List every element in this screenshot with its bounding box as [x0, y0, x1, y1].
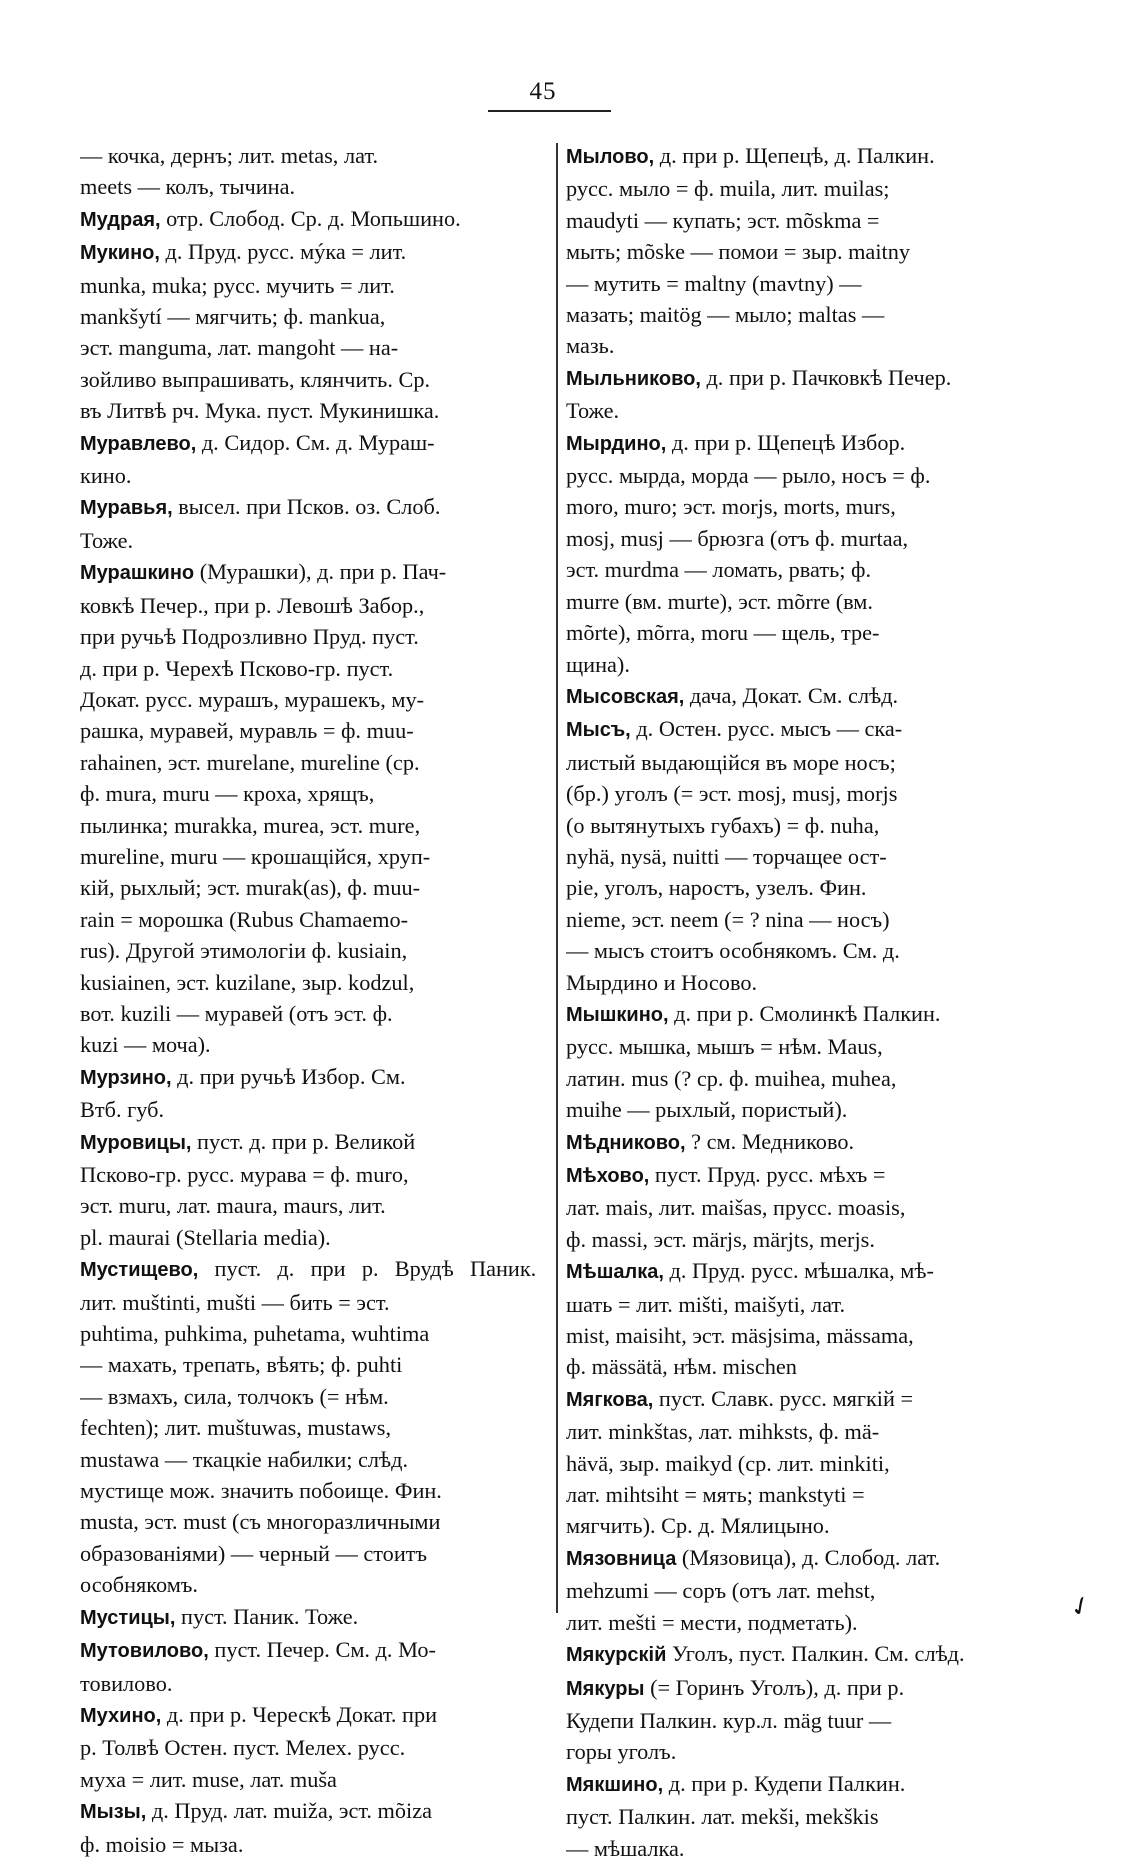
entry-text: puhtima, puhkima, puhetama, wuhtima	[80, 1321, 430, 1347]
entry-text: mosj, musj — брюзга (отъ ф. murtaa,	[566, 525, 909, 551]
text-line	[80, 364, 536, 395]
text-line	[566, 140, 1041, 173]
entry-text: лит. minkštas, лат. mihksts, ф. mä-	[566, 1419, 880, 1445]
text-line	[566, 935, 1041, 966]
text-line	[566, 1094, 1041, 1125]
entry-text: шать = лит. mišti, maišyti, лат.	[566, 1291, 846, 1317]
text-line	[80, 998, 536, 1029]
text-line	[566, 1383, 1041, 1416]
text-line	[80, 1318, 536, 1349]
text-line	[566, 205, 1041, 236]
text-line	[80, 1538, 536, 1569]
entry-text: (о вытянутыхъ губахъ) = ф. nuha,	[566, 812, 880, 838]
text-line	[566, 617, 1041, 648]
text-line	[80, 395, 536, 426]
entry-text: Тоже.	[80, 527, 134, 553]
text-line	[566, 586, 1041, 617]
entry-text: горы уголъ.	[566, 1739, 677, 1765]
text-line	[80, 1444, 536, 1475]
text-line	[80, 747, 536, 778]
text-line	[80, 1094, 536, 1125]
text-line	[566, 1736, 1041, 1767]
text-line	[566, 491, 1041, 522]
entry-text: пуст. Палкин. лат. mekši, mekškis	[566, 1804, 879, 1830]
entry-text: лат. mihtsiht = мять; mankstyti =	[566, 1482, 865, 1508]
entry-headword: Мякуры	[566, 1677, 645, 1700]
entry-text: Псково-гр. русс. мурава = ф. muro,	[80, 1162, 409, 1187]
entry-text: hävä, зыр. maikyd (ср. лит. minkiti,	[566, 1450, 890, 1476]
entry-text: мустище мож. значить побоище. Фин.	[80, 1478, 442, 1504]
entry-text: листый выдающійся въ море носъ;	[566, 749, 896, 775]
entry-text: ковкѣ Печер., при р. Левошѣ Забор.,	[80, 592, 425, 618]
entry-text: fechten); лит. muštuwas, mustaws,	[80, 1415, 392, 1441]
entry-text: mustawa — ткацкіе набилки; слѣд.	[80, 1446, 409, 1472]
entry-headword: Мутовилово,	[80, 1640, 209, 1663]
entry-text: пуст. д. при р. Врудѣ Паник.	[198, 1256, 536, 1282]
entry-text: пуст. Славк. русс. мягкій =	[653, 1385, 914, 1411]
entry-text: кино.	[80, 463, 132, 489]
text-line	[566, 1351, 1041, 1382]
page-number: 45	[529, 78, 557, 105]
text-line	[566, 810, 1041, 841]
entry-headword: Мухино,	[80, 1704, 162, 1727]
entry-text: эст. muru, лат. maura, maurs, лит.	[80, 1193, 386, 1219]
entry-headword: Муровицы,	[80, 1131, 192, 1154]
entry-text: образованіями) — черный — стоитъ	[80, 1540, 428, 1566]
entry-headword: Мягкова,	[566, 1388, 654, 1411]
text-line	[566, 1801, 1041, 1832]
text-line	[566, 1126, 1041, 1159]
entry-text: rus). Другой этимологіи ф. kusiain,	[80, 938, 408, 964]
entry-text: д. Пруд. русс. мѣшалка, мѣ-	[663, 1258, 934, 1284]
entry-text: зойливо выпрашивать, клянчить. Ср.	[80, 366, 431, 392]
text-line	[566, 523, 1041, 554]
entry-text: пуст. Печер. См. д. Мо-	[208, 1637, 436, 1663]
entry-text: русс. мыло = ф. muila, лит. muilas;	[566, 176, 890, 202]
text-line	[566, 967, 1041, 998]
entry-text: пылинка; murakka, murea, эст. mure,	[80, 812, 421, 838]
entry-text: Втб. губ.	[80, 1097, 165, 1123]
entry-text: пуст. Паник. Тоже.	[175, 1603, 359, 1629]
text-line	[80, 1506, 536, 1537]
text-line	[80, 590, 536, 621]
entry-text: rain = морошка (Rubus Chamaemo-	[80, 906, 409, 932]
entry-text: kuzi — моча).	[80, 1032, 211, 1058]
text-line	[566, 1479, 1041, 1510]
text-line	[80, 1381, 536, 1412]
entry-text: maudyti — купать; эст. mõskma =	[566, 207, 880, 233]
text-line	[80, 1412, 536, 1443]
text-line	[80, 1699, 536, 1732]
entry-text: д. при р. Щепецѣ Избор.	[666, 429, 906, 455]
text-line	[566, 1575, 1041, 1606]
entry-text: д. при р. Смолинкѣ Палкин.	[668, 1000, 941, 1026]
entry-text: — взмахъ, сила, толчокъ (= нѣм.	[80, 1383, 389, 1409]
text-line	[80, 1732, 536, 1763]
text-line	[80, 1253, 536, 1286]
text-line	[566, 1768, 1041, 1801]
entry-headword: Мязовница	[566, 1547, 677, 1570]
text-line	[566, 1833, 1041, 1864]
entry-text: лит. mešti = мести, подметать).	[566, 1609, 858, 1635]
entry-text: д. при р. Пачковкѣ Печер.	[700, 364, 952, 390]
entry-headword: Мышкино,	[566, 1003, 669, 1026]
entry-text: murre (вм. murte), эст. mõrre (вм.	[566, 588, 873, 614]
entry-text: ф. massi, эст. märjs, märjts, merjs.	[566, 1226, 875, 1252]
right-column	[566, 140, 1041, 1864]
entry-text: вот. kuzili — муравей (отъ эст. ф.	[80, 1000, 393, 1026]
entry-text: kusiainen, эст. kuzilane, зыр. kodzul,	[80, 969, 415, 995]
page-number-rule	[488, 110, 611, 112]
text-line	[566, 395, 1041, 426]
text-line	[566, 680, 1041, 713]
text-line	[566, 904, 1041, 935]
text-line	[566, 1192, 1041, 1223]
text-line	[80, 653, 536, 684]
entry-text: мазь.	[566, 333, 615, 359]
entry-text: особнякомъ.	[80, 1572, 198, 1598]
entry-text: д. при р. Черехѣ Псково-гр. пуст.	[80, 655, 394, 681]
text-line	[566, 1672, 1041, 1705]
text-line	[80, 935, 536, 966]
pencil-mark-icon: ✓	[1064, 1588, 1098, 1626]
left-column	[80, 140, 536, 1860]
text-line	[80, 967, 536, 998]
entry-text: Мырдино и Носово.	[566, 969, 758, 995]
text-line	[566, 554, 1041, 585]
entry-headword: Мукино,	[80, 242, 160, 265]
text-line	[80, 684, 536, 715]
text-line	[80, 715, 536, 746]
text-line	[80, 140, 536, 171]
text-line	[566, 460, 1041, 491]
entry-text: munka, muka; русс. мучить = лит.	[80, 272, 395, 298]
text-line	[80, 460, 536, 491]
text-line	[80, 525, 536, 556]
entry-text: муха = лит. muse, лат. muša	[80, 1766, 337, 1792]
entry-text: ф. moisio = мыза.	[80, 1831, 244, 1857]
entry-text: Докат. русс. мурашъ, мурашекъ, му-	[80, 686, 425, 712]
entry-headword: Муравья,	[80, 497, 173, 520]
entry-text: ріе, уголъ, наростъ, узелъ. Фин.	[566, 875, 867, 901]
text-line	[80, 872, 536, 903]
entry-headword: Мѣдниково,	[566, 1131, 686, 1154]
text-line	[566, 1638, 1041, 1671]
text-line	[80, 1795, 536, 1828]
text-line	[566, 236, 1041, 267]
entry-headword: Мыльниково,	[566, 367, 701, 390]
text-line	[566, 427, 1041, 460]
text-line	[566, 268, 1041, 299]
entry-headword: Мустицы,	[80, 1606, 176, 1629]
entry-text: въ Литвѣ рч. Мука. пуст. Мукинишка.	[80, 398, 440, 424]
entry-text: рашка, муравей, муравль = ф. muu-	[80, 718, 414, 744]
text-line	[566, 1510, 1041, 1541]
entry-text: (бр.) уголъ (= эст. mosj, musj, morjs	[566, 781, 898, 807]
entry-text: д. Пруд. лат. muiža, эст. mõiza	[146, 1798, 433, 1824]
entry-headword: Мысъ,	[566, 719, 631, 742]
entry-text: мазать; maitög — мыло; maltas —	[566, 302, 885, 328]
entry-text: русс. мырда, морда — рыло, носъ = ф.	[566, 463, 931, 489]
text-line	[566, 1159, 1041, 1192]
entry-text: meets — колъ, тычина.	[80, 174, 296, 200]
text-line	[80, 556, 536, 589]
text-line	[80, 332, 536, 363]
entry-text: высел. при Псков. оз. Слоб.	[172, 494, 441, 520]
text-line	[566, 1255, 1041, 1288]
text-line	[566, 778, 1041, 809]
text-line	[80, 1061, 536, 1094]
entry-text: мягчить). Ср. д. Мялицыно.	[566, 1513, 830, 1539]
entry-headword: Мѣхово,	[566, 1165, 650, 1187]
entry-text: musta, эст. must (съ многоразличными	[80, 1509, 441, 1535]
text-line	[566, 330, 1041, 361]
text-line	[566, 747, 1041, 778]
text-line	[566, 299, 1041, 330]
entry-text: — мутить = maltny (mavtny) —	[566, 270, 862, 296]
entry-text: ф. mura, muru — кроха, хрящъ,	[80, 781, 375, 807]
text-line	[566, 1448, 1041, 1479]
text-line	[566, 1289, 1041, 1320]
entry-text: при ручьѣ Подрозливно Пруд. пуст.	[80, 624, 419, 650]
entry-text: пуст. Пруд. русс. мѣхъ =	[649, 1162, 886, 1187]
text-line	[80, 203, 536, 236]
text-line	[566, 1705, 1041, 1736]
entry-text: д. Пруд. русс. мýка = лит.	[159, 239, 407, 265]
text-line	[80, 778, 536, 809]
entry-headword: Мякшино,	[566, 1773, 664, 1796]
entry-text: лат. mais, лит. maišas, прусс. moasis,	[566, 1195, 906, 1221]
text-line	[80, 301, 536, 332]
entry-text: р. Толвѣ Остен. пуст. Мелех. русс.	[80, 1735, 406, 1761]
entry-text: дача, Докат. См. слѣд.	[684, 682, 899, 708]
text-line	[80, 1126, 536, 1159]
entry-text: mureline, muru — крошащійся, хруп-	[80, 843, 431, 869]
entry-text: лит. muštinti, mušti — бить = эст.	[80, 1289, 390, 1315]
text-line	[80, 904, 536, 935]
text-line	[80, 1668, 536, 1699]
entry-text: mist, maisiht, эст. mäsjsima, mässama,	[566, 1323, 914, 1349]
entry-headword: Мылово,	[566, 146, 655, 168]
entry-text: отр. Слобод. Ср. д. Мопьшино.	[160, 205, 461, 231]
text-line	[566, 173, 1041, 204]
entry-text: русс. мышка, мышъ = нѣм. Maus,	[566, 1034, 883, 1060]
text-line	[566, 1063, 1041, 1094]
entry-text: mõrte), mõrra, moru — щель, тре-	[566, 620, 880, 646]
entry-text: rahainen, эст. murelane, mureline (ср.	[80, 749, 420, 775]
entry-text: — мысъ стоитъ особнякомъ. См. д.	[566, 938, 900, 964]
text-line	[80, 841, 536, 872]
entry-text: pl. maurai (Stellaria media).	[80, 1224, 331, 1250]
text-line	[80, 1349, 536, 1380]
text-line	[80, 810, 536, 841]
text-line	[566, 998, 1041, 1031]
entry-text: д. при р. Щепецѣ, д. Палкин.	[654, 143, 935, 168]
entry-text: щина).	[566, 651, 630, 677]
entry-text: muihe — рыхлый, пористый).	[566, 1097, 848, 1123]
entry-text: nieme, эст. neem (= ? nina — носъ)	[566, 906, 890, 932]
entry-headword: Муравлево,	[80, 432, 197, 455]
entry-text: ? см. Медниково.	[685, 1128, 855, 1154]
text-line	[566, 1542, 1041, 1575]
entry-text: — махать, трепать, вѣять; ф. puhti	[80, 1352, 403, 1378]
entry-text: мыть; mõske — помои = зыр. maitny	[566, 239, 911, 265]
entry-text: кій, рыхлый; эст. murak(as), ф. muu-	[80, 875, 421, 901]
entry-text: moro, muro; эст. morjs, morts, murs,	[566, 494, 896, 520]
entry-headword: Мурашкино	[80, 562, 195, 585]
entry-text: (Мязовица), д. Слобод. лат.	[676, 1544, 941, 1570]
text-line	[80, 1475, 536, 1506]
entry-headword: Мустищево,	[80, 1259, 199, 1282]
entry-text: д. при ручьѣ Избор. См.	[171, 1063, 406, 1089]
text-line	[80, 1569, 536, 1600]
text-line	[566, 713, 1041, 746]
entry-headword: Мызы,	[80, 1801, 147, 1824]
entry-headword: Мурзино,	[80, 1066, 172, 1089]
text-line	[80, 1222, 536, 1253]
entry-text: mehzumi — соръ (отъ лат. mehst,	[566, 1578, 876, 1604]
text-line	[566, 841, 1041, 872]
text-line	[566, 1031, 1041, 1062]
entry-text: Кудепи Палкин. кур.л. mäg tuur —	[566, 1707, 892, 1733]
entry-text: Уголъ, пуст. Палкин. См. слѣд.	[666, 1641, 965, 1667]
entry-text: (= Горинъ Уголъ), д. при р.	[644, 1674, 905, 1700]
text-line	[80, 1190, 536, 1221]
text-line	[566, 872, 1041, 903]
entry-text: mankšytí — мягчить; ф. mankua,	[80, 304, 386, 330]
entry-text: д. при р. Кудепи Палкин.	[663, 1770, 906, 1796]
text-line	[566, 362, 1041, 395]
text-line	[566, 649, 1041, 680]
entry-text: эст. manguma, лат. mangoht — на-	[80, 335, 399, 361]
text-line	[566, 1416, 1041, 1447]
entry-text: д. при р. Черескѣ Докат. при	[161, 1701, 438, 1727]
text-line	[80, 427, 536, 460]
text-line	[80, 1029, 536, 1060]
entry-headword: Мякурскій	[566, 1644, 667, 1667]
text-line	[80, 270, 536, 301]
entry-text: Тоже.	[566, 398, 620, 424]
text-line	[80, 1287, 536, 1318]
entry-text: — мѣшалка.	[566, 1835, 685, 1861]
text-line	[80, 1601, 536, 1634]
text-line	[80, 1634, 536, 1667]
entry-headword: Мудрая,	[80, 208, 161, 231]
text-line	[566, 1607, 1041, 1638]
text-line	[80, 236, 536, 269]
text-line	[80, 1829, 536, 1860]
entry-text: товилово.	[80, 1670, 173, 1696]
text-line	[566, 1224, 1041, 1255]
entry-text: д. Сидор. См. д. Мураш-	[196, 429, 435, 455]
entry-text: (Мурашки), д. при р. Пач-	[194, 559, 447, 585]
text-line	[80, 621, 536, 652]
entry-text: — кочка, дернъ; лит. metas, лат.	[80, 143, 379, 168]
entry-headword: Мѣшалка,	[566, 1261, 664, 1284]
text-line	[80, 491, 536, 524]
text-line	[80, 1159, 536, 1190]
entry-text: д. Остен. русс. мысъ — ска-	[630, 716, 903, 742]
text-line	[566, 1320, 1041, 1351]
text-line	[80, 171, 536, 202]
entry-text: пуст. д. при р. Великой	[191, 1128, 416, 1154]
text-line	[80, 1764, 536, 1795]
column-divider	[556, 143, 558, 1613]
entry-text: nyhä, nysä, nuitti — торчащее ост-	[566, 843, 887, 869]
entry-text: ф. mässätä, нѣм. mischen	[566, 1354, 797, 1380]
entry-text: эст. murdma — ломать, рвать; ф.	[566, 557, 872, 583]
entry-headword: Мысовская,	[566, 685, 685, 708]
entry-text: латин. mus (? ср. ф. muihea, muhea,	[566, 1065, 897, 1091]
entry-headword: Мырдино,	[566, 432, 667, 455]
